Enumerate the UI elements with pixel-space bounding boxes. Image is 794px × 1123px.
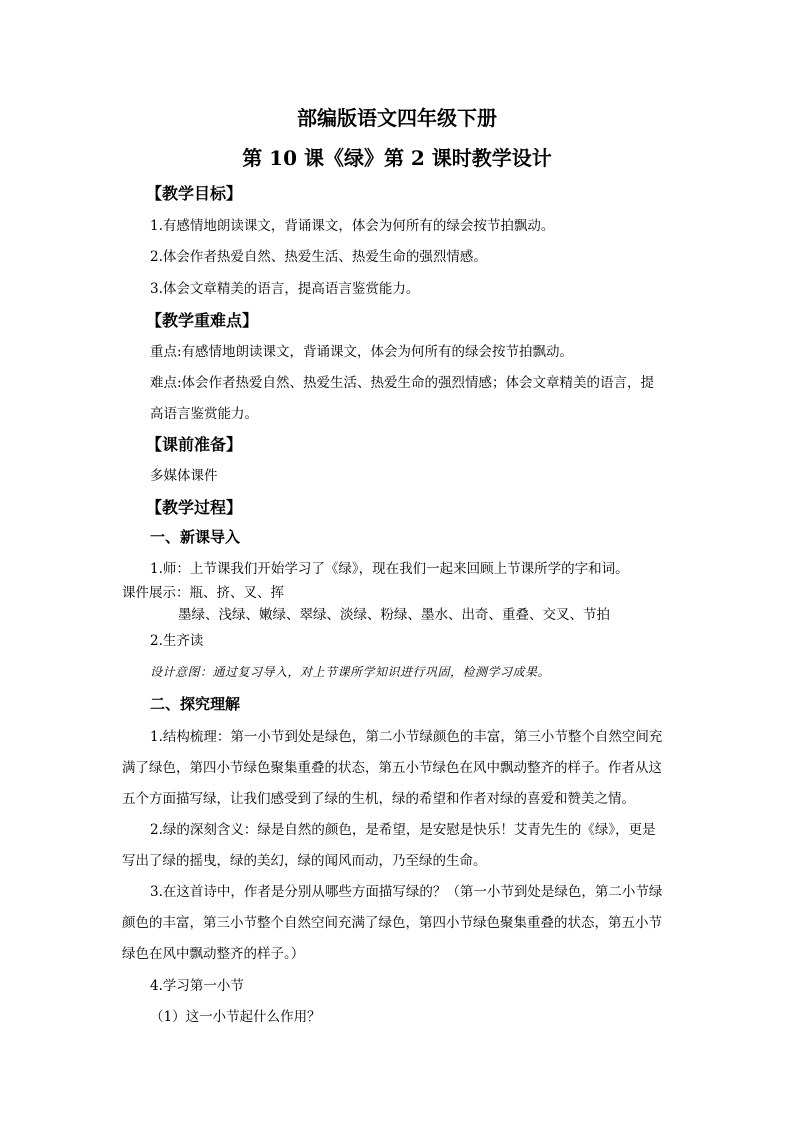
part2-paragraph-line: 2.绿的深刻含义：绿是自然的颜色，是希望，是安慰是快乐！艾青先生的《绿》，更是 [150,822,656,838]
objective-item: 3.体会文章精美的语言，提高语言鉴赏能力。 [150,281,420,297]
key-point: 重点:有感情地朗读课文，背诵课文，体会为何所有的绿会按节拍飘动。 [150,344,574,360]
part2-paragraph-line: 满了绿色，第四小节绿色聚集重叠的状态，第五小节绿色在风中飘动整齐的样子。作者从这 [122,760,662,776]
document-title-line2: 第 10 课《绿》第 2 课时教学设计 [242,146,552,170]
objective-item: 2.体会作者热爱自然、热爱生活、热爱生命的强烈情感。 [150,249,487,265]
part2-paragraph-line: 五个方面描写绿，让我们感受到了绿的生机，绿的希望和作者对绿的喜爱和赞美之情。 [122,791,635,807]
part2-heading: 二、探究理解 [150,695,241,713]
part2-paragraph-line: 颜色的丰富，第三小节整个自然空间充满了绿色，第四小节绿色聚集重叠的状态，第五小节 [122,915,662,931]
preparation-text: 多媒体课件 [150,468,218,484]
part2-paragraph-line: 写出了绿的摇曳，绿的美幻，绿的闻风而动，乃至绿的生命。 [122,853,487,869]
objective-item: 1.有感情地朗读课文，背诵课文，体会为何所有的绿会按节拍飘动。 [150,218,555,234]
courseware-line: 课件展示：瓶、挤、叉、挥 [122,585,284,601]
part2-paragraph-line: 3.在这首诗中，作者是分别从哪些方面描写绿的？（第一小节到处是绿色，第二小节绿 [150,884,663,900]
difficult-point-line: 高语言鉴赏能力。 [150,406,258,422]
part2-paragraph-line: 1.结构梳理：第一小节到处是绿色，第二小节绿颜色的丰富，第三小节整个自然空间充 [150,729,663,745]
preparation-heading: 【课前准备】 [146,435,243,454]
part1-heading: 一、新课导入 [150,528,241,546]
process-heading: 【教学过程】 [146,498,243,517]
part2-item: 4.学习第一小节 [150,978,244,994]
document-title-line1: 部编版语文四年级下册 [297,106,497,130]
difficult-point-line: 难点:体会作者热爱自然、热爱生活、热爱生命的强烈情感；体会文章精美的语言，提 [150,375,655,391]
key-points-heading: 【教学重难点】 [146,311,259,330]
courseware-line: 墨绿、浅绿、嫩绿、翠绿、淡绿、粉绿、墨水、出奇、重叠、交叉、节拍 [178,607,610,623]
part2-subitem: （1）这一小节起什么作用？ [150,1009,321,1025]
part1-item: 1.师：上节课我们开始学习了《绿》，现在我们一起来回顾上节课所学的字和词。 [150,561,629,577]
part1-item: 2.生齐读 [150,633,204,649]
objectives-heading: 【教学目标】 [146,184,243,203]
design-note: 设计意图：通过复习导入，对上节课所学知识进行巩固，检测学习成果。 [150,665,551,679]
part2-paragraph-line: 绿色在风中飘动整齐的样子。） [122,946,305,962]
